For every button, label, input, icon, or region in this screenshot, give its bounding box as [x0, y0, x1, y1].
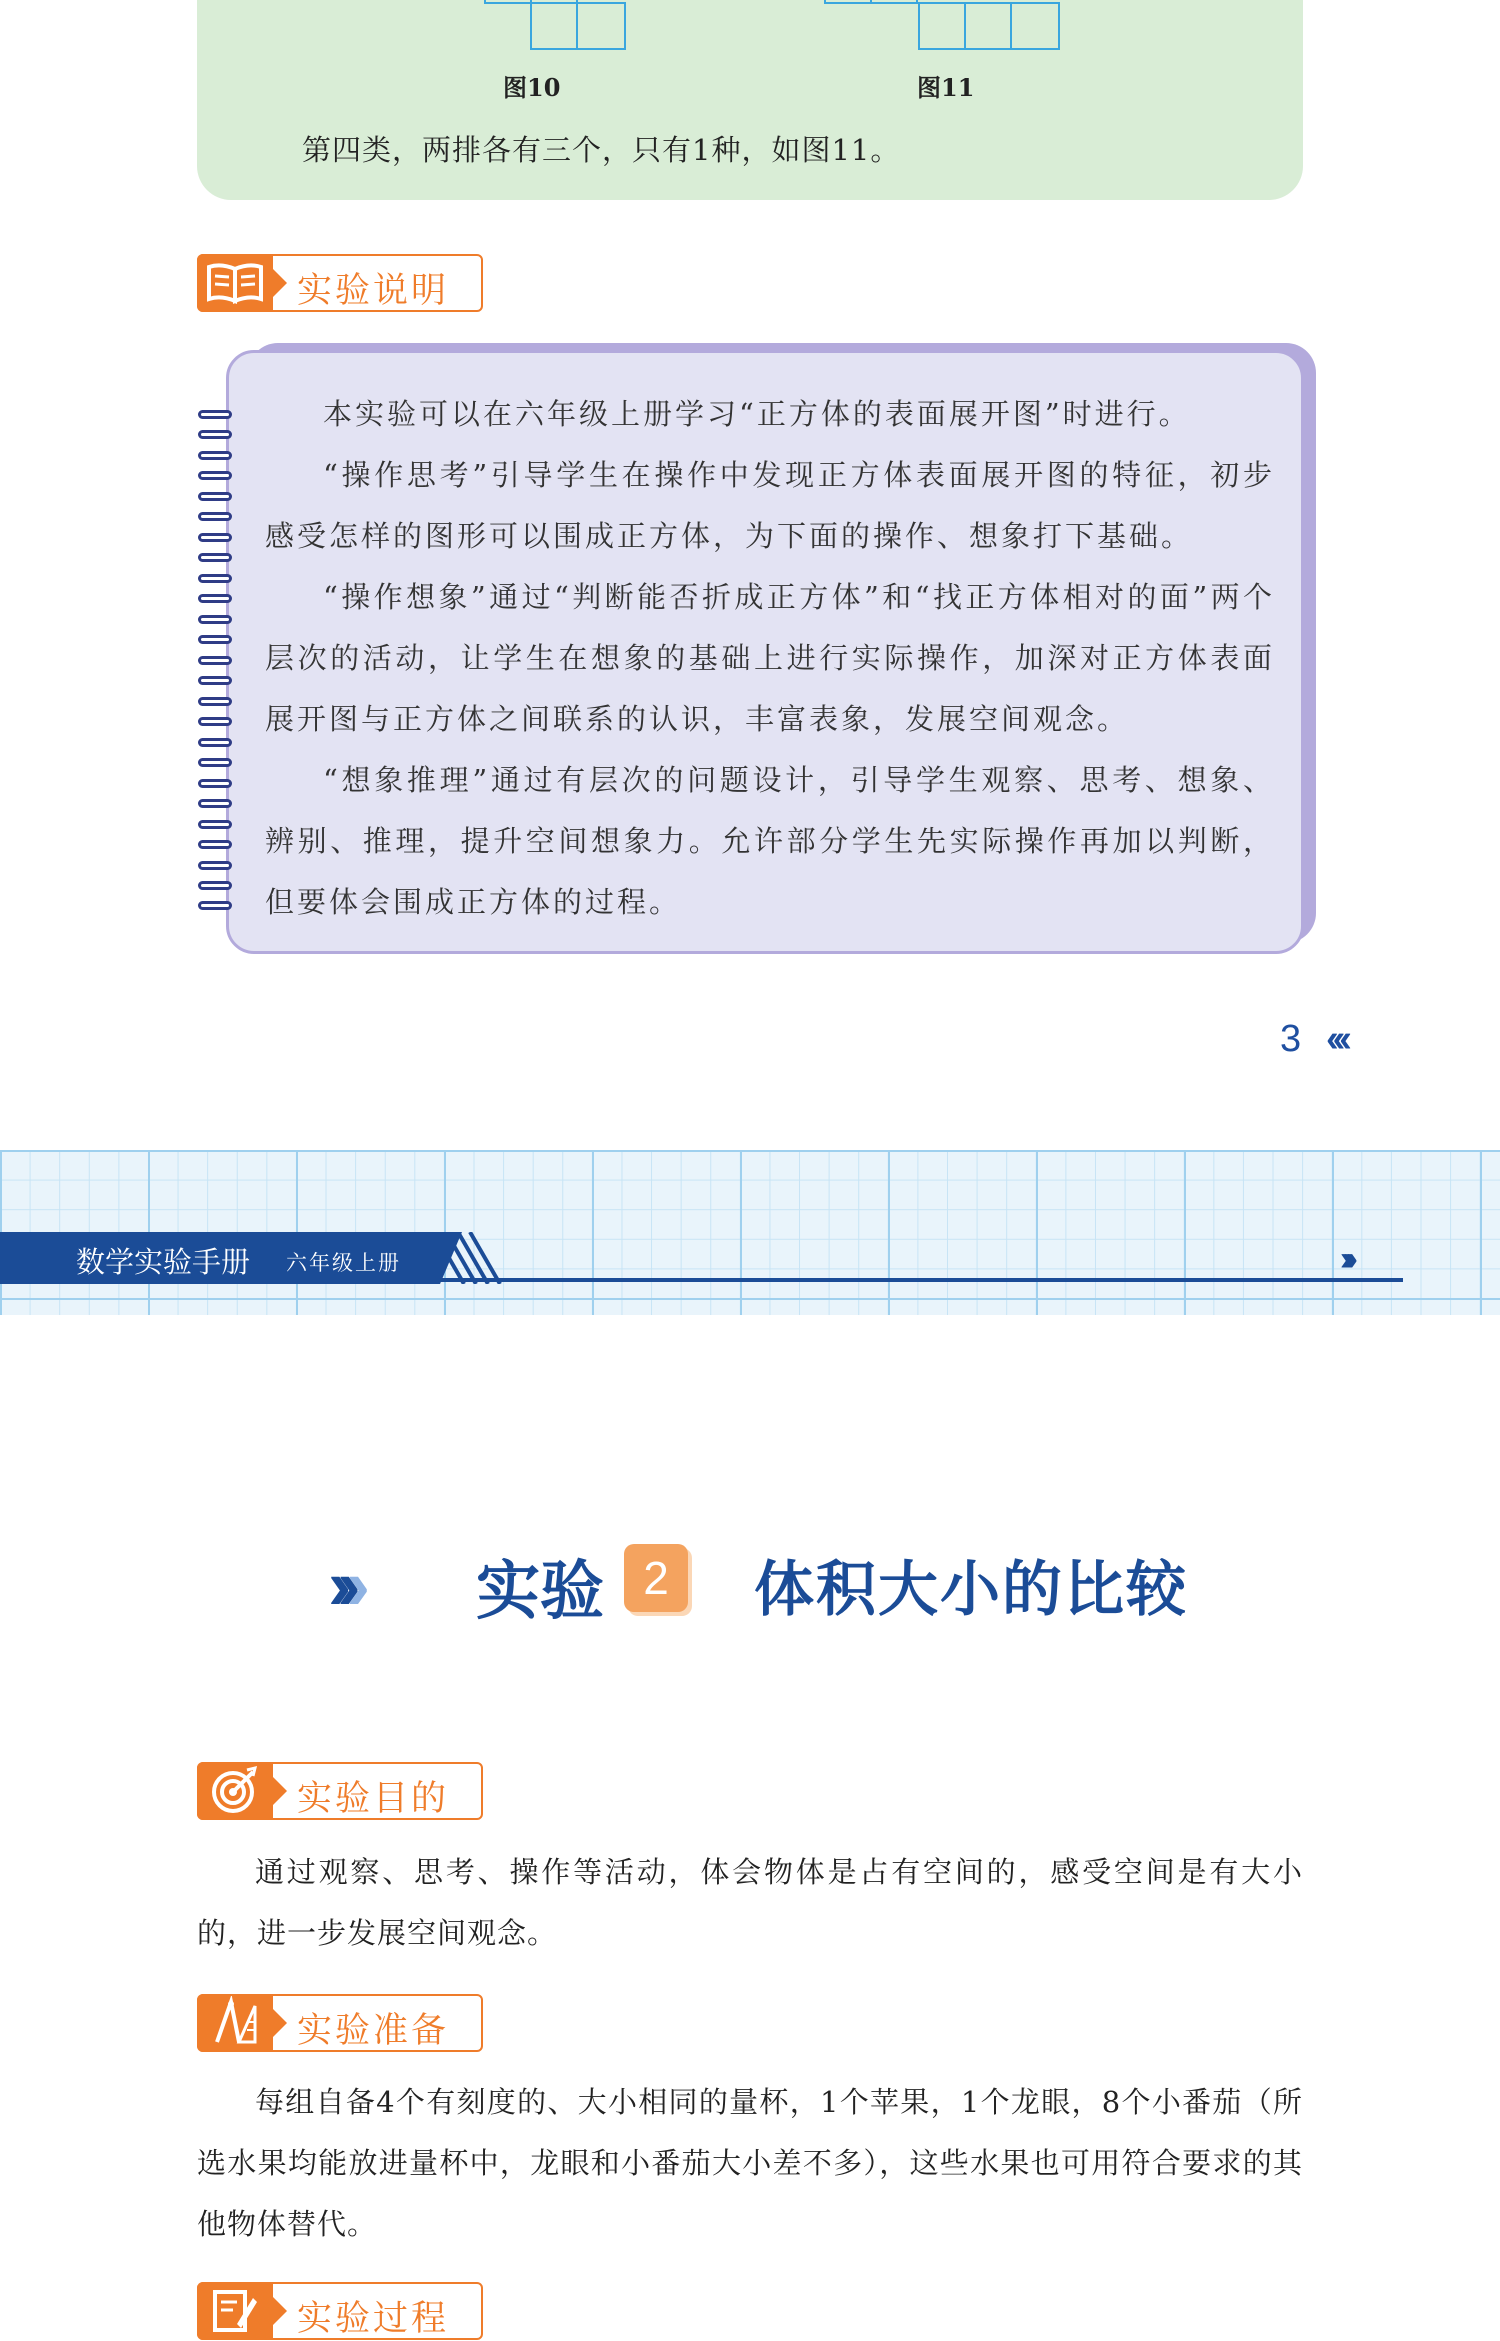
- book-title: 数学实验手册: [76, 1245, 251, 1279]
- open-book-icon: [197, 254, 273, 312]
- purpose-section-tag: [197, 1762, 483, 1820]
- chevron-left-icon: ‹‹‹: [1326, 1018, 1346, 1060]
- preparation-text: 每组自备4个有刻度的、大小相同的量杯，1个苹果，1个龙眼，8个小番茄（所选水果均能放进量杯中，龙眼和小番茄大小差不多），这些水果也可用符合要求的其他物体替代。: [197, 2085, 1303, 2241]
- banner-stripes: [430, 1232, 510, 1284]
- figure-10-caption: 图10: [503, 73, 561, 102]
- explanation-tag-label: 实验说明: [297, 271, 450, 311]
- explanation-paragraph: “操作想象”通过“判断能否折成正方体”和“找正方体相对的面”两个层次的活动，让学生在想象的基础上进行实际操作，加深对正方体表面展开图与正方体之间联系的认识，丰富表象，发展空间观念。: [265, 580, 1275, 736]
- chevron-right-icon: ›››: [1340, 1240, 1350, 1278]
- green-box-text: 第四类，两排各有三个，只有1种，如图11。: [302, 133, 901, 167]
- purpose-tag-label: 实验目的: [297, 1779, 450, 1819]
- explanation-text: [265, 384, 1275, 933]
- compass-ruler-icon: [197, 1994, 273, 2052]
- experiment-label: 实验: [476, 1555, 604, 1629]
- target-icon: [197, 1762, 273, 1820]
- experiment-number: 2: [643, 1552, 669, 1604]
- explanation-section-tag: [197, 254, 483, 312]
- triple-chevron-icon: ›››: [328, 1546, 356, 1624]
- explanation-paragraph: “想象推理”通过有层次的问题设计，引导学生观察、思考、想象、辨别、推理，提升空间想象力。允许部分学生先实际操作再加以判断，但要体会围成正方体的过程。: [265, 763, 1275, 919]
- purpose-text-block: [197, 1842, 1303, 1964]
- figure-11-caption: 图11: [917, 73, 975, 102]
- experiment-number-badge: [624, 1544, 688, 1612]
- process-section-tag: [197, 2282, 483, 2340]
- page-number: 3: [1280, 1018, 1302, 1060]
- green-summary-box: [197, 0, 1303, 200]
- pencil-note-icon: [197, 2282, 273, 2340]
- process-tag-label: 实验过程: [297, 2299, 450, 2339]
- preparation-tag-label: 实验准备: [297, 2011, 450, 2051]
- explanation-paragraph: “操作思考”引导学生在操作中发现正方体表面展开图的特征，初步感受怎样的图形可以围成正方体，为下面的操作、想象打下基础。: [265, 458, 1275, 553]
- explanation-paragraph: 本实验可以在六年级上册学习“正方体的表面展开图”时进行。: [323, 397, 1191, 431]
- book-subtitle: 六年级上册: [286, 1251, 401, 1275]
- preparation-section-tag: [197, 1994, 483, 2052]
- preparation-text-block: [197, 2072, 1303, 2255]
- experiment-title: 体积大小的比较: [754, 1555, 1188, 1625]
- banner-rule: [440, 1278, 1403, 1282]
- purpose-text: 通过观察、思考、操作等活动，体会物体是占有空间的，感受空间是有大小的，进一步发展空间观念。: [197, 1855, 1303, 1950]
